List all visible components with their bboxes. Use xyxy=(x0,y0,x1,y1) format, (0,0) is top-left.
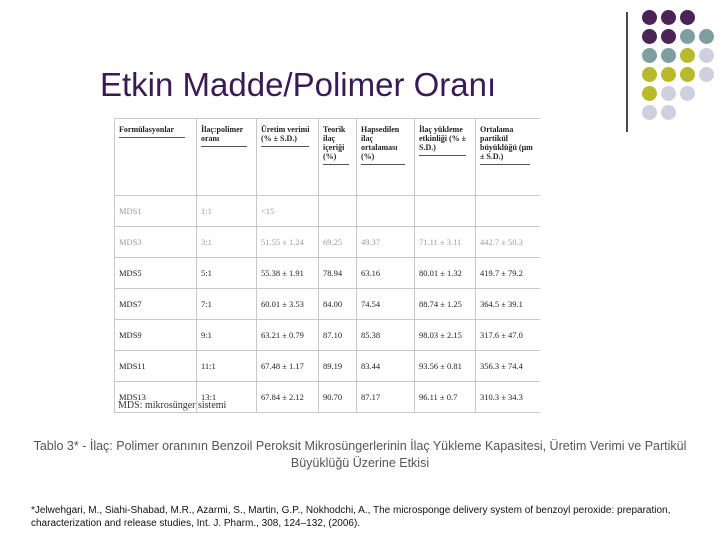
decorative-dot xyxy=(661,86,676,101)
table-header-cell: Üretim verimi (% ± S.D.) xyxy=(257,119,319,196)
table-cell: 11:1 xyxy=(197,351,257,382)
data-table-figure xyxy=(114,118,540,413)
table-cell xyxy=(476,196,541,227)
table-cell: MDS3 xyxy=(115,227,197,258)
decorative-dot-grid xyxy=(640,8,720,138)
table-cell xyxy=(415,196,476,227)
table-cell: 5:1 xyxy=(197,258,257,289)
table-cell: 93.56 ± 0.81 xyxy=(415,351,476,382)
table-footnote: MDS: mikrosünger sistemi xyxy=(118,400,227,411)
decorative-dot xyxy=(680,67,695,82)
table-cell: MDS5 xyxy=(115,258,197,289)
decorative-dot xyxy=(699,67,714,82)
table-row xyxy=(115,196,541,227)
table-cell: 9:1 xyxy=(197,320,257,351)
decorative-dot xyxy=(661,105,676,120)
table-cell: 84.00 xyxy=(319,289,357,320)
table-cell: 419.7 ± 79.2 xyxy=(476,258,541,289)
decorative-dot xyxy=(642,105,657,120)
table-cell: 78.94 xyxy=(319,258,357,289)
table-cell: 3:1 xyxy=(197,227,257,258)
table-cell: 49.37 xyxy=(357,227,415,258)
table-cell: 317.6 ± 47.0 xyxy=(476,320,541,351)
table-cell: 55.38 ± 1.91 xyxy=(257,258,319,289)
table-cell: 63.16 xyxy=(357,258,415,289)
table-cell: 74.54 xyxy=(357,289,415,320)
data-table xyxy=(114,118,540,413)
table-header-cell: Hapsedilen ilaç ortalaması (%) xyxy=(357,119,415,196)
table-cell xyxy=(357,196,415,227)
table-cell: 88.74 ± 1.25 xyxy=(415,289,476,320)
table-row xyxy=(115,258,541,289)
table-cell: 442.7 ± 50.3 xyxy=(476,227,541,258)
decorative-dot xyxy=(699,48,714,63)
decorative-divider-line xyxy=(626,12,628,132)
table-caption: Tablo 3* - İlaç: Polimer oranının Benzoil Peroksit Mikrosüngerlerinin İlaç Yükleme Kapasitesi, Üretim Verimi ve Partikül Büyüklüğü Üzerine Etkisi xyxy=(33,439,687,470)
table-cell: 98.03 ± 2.15 xyxy=(415,320,476,351)
table-cell xyxy=(319,196,357,227)
table-cell: MDS13 xyxy=(115,382,197,413)
table-cell: 364.5 ± 39.1 xyxy=(476,289,541,320)
decorative-dot xyxy=(661,10,676,25)
decorative-dot xyxy=(680,48,695,63)
table-cell: 80.01 ± 1.32 xyxy=(415,258,476,289)
table-header-cell: İlaç yükleme etkinliği (% ± S.D.) xyxy=(415,119,476,196)
table-row xyxy=(115,320,541,351)
slide-title: Etkin Madde/Polimer Oranı xyxy=(100,66,497,103)
table-cell: MDS1 xyxy=(115,196,197,227)
decorative-dot xyxy=(642,10,657,25)
table-cell: 90.70 xyxy=(319,382,357,413)
table-cell: 67.48 ± 1.17 xyxy=(257,351,319,382)
table-cell: 67.84 ± 2.12 xyxy=(257,382,319,413)
table-cell: 83.44 xyxy=(357,351,415,382)
table-cell: 60.01 ± 3.53 xyxy=(257,289,319,320)
table-cell: 89.19 xyxy=(319,351,357,382)
decorative-dot xyxy=(661,48,676,63)
decorative-dot xyxy=(661,29,676,44)
decorative-dot xyxy=(680,86,695,101)
decorative-dot xyxy=(642,67,657,82)
decorative-dot xyxy=(642,29,657,44)
table-header-cell: İlaç:polimer oranı xyxy=(197,119,257,196)
table-cell: 87.17 xyxy=(357,382,415,413)
table-cell: <15 xyxy=(257,196,319,227)
table-row xyxy=(115,351,541,382)
table-header-cell: Ortalama partikül büyüklüğü (μm ± S.D.) xyxy=(476,119,541,196)
table-cell: 87.10 xyxy=(319,320,357,351)
table-cell: 7:1 xyxy=(197,289,257,320)
table-cell: 1:1 xyxy=(197,196,257,227)
table-cell: MDS9 xyxy=(115,320,197,351)
decorative-dot xyxy=(699,29,714,44)
reference-citation: *Jelwehgari, M., Siahi-Shabad, M.R., Azarmi, S., Martin, G.P., Nokhodchi, A., The microsponge delivery system of benzoyl peroxide: preparation, characterization and release studies, Int. J. Pharm., 308, 124–132, (2006). xyxy=(31,505,671,529)
table-cell: 63.21 ± 0.79 xyxy=(257,320,319,351)
table-row xyxy=(115,289,541,320)
table-header-cell: Formülasyonlar xyxy=(115,119,197,196)
decorative-dot xyxy=(642,48,657,63)
decorative-dot xyxy=(680,29,695,44)
table-header-row xyxy=(115,119,541,196)
table-cell: 356.3 ± 74.4 xyxy=(476,351,541,382)
decorative-dot xyxy=(642,86,657,101)
table-cell: 69.25 xyxy=(319,227,357,258)
table-header-cell: Teorik ilaç içeriği (%) xyxy=(319,119,357,196)
table-cell: 85.38 xyxy=(357,320,415,351)
table-cell: 71.11 ± 3.11 xyxy=(415,227,476,258)
table-cell: 51.55 ± 1.24 xyxy=(257,227,319,258)
table-cell: 96.11 ± 0.7 xyxy=(415,382,476,413)
decorative-dot xyxy=(680,10,695,25)
table-cell: MDS11 xyxy=(115,351,197,382)
table-row xyxy=(115,227,541,258)
table-cell: 13:1 xyxy=(197,382,257,413)
decorative-dot xyxy=(661,67,676,82)
table-cell: 310.3 ± 34.3 xyxy=(476,382,541,413)
table-cell: MDS7 xyxy=(115,289,197,320)
